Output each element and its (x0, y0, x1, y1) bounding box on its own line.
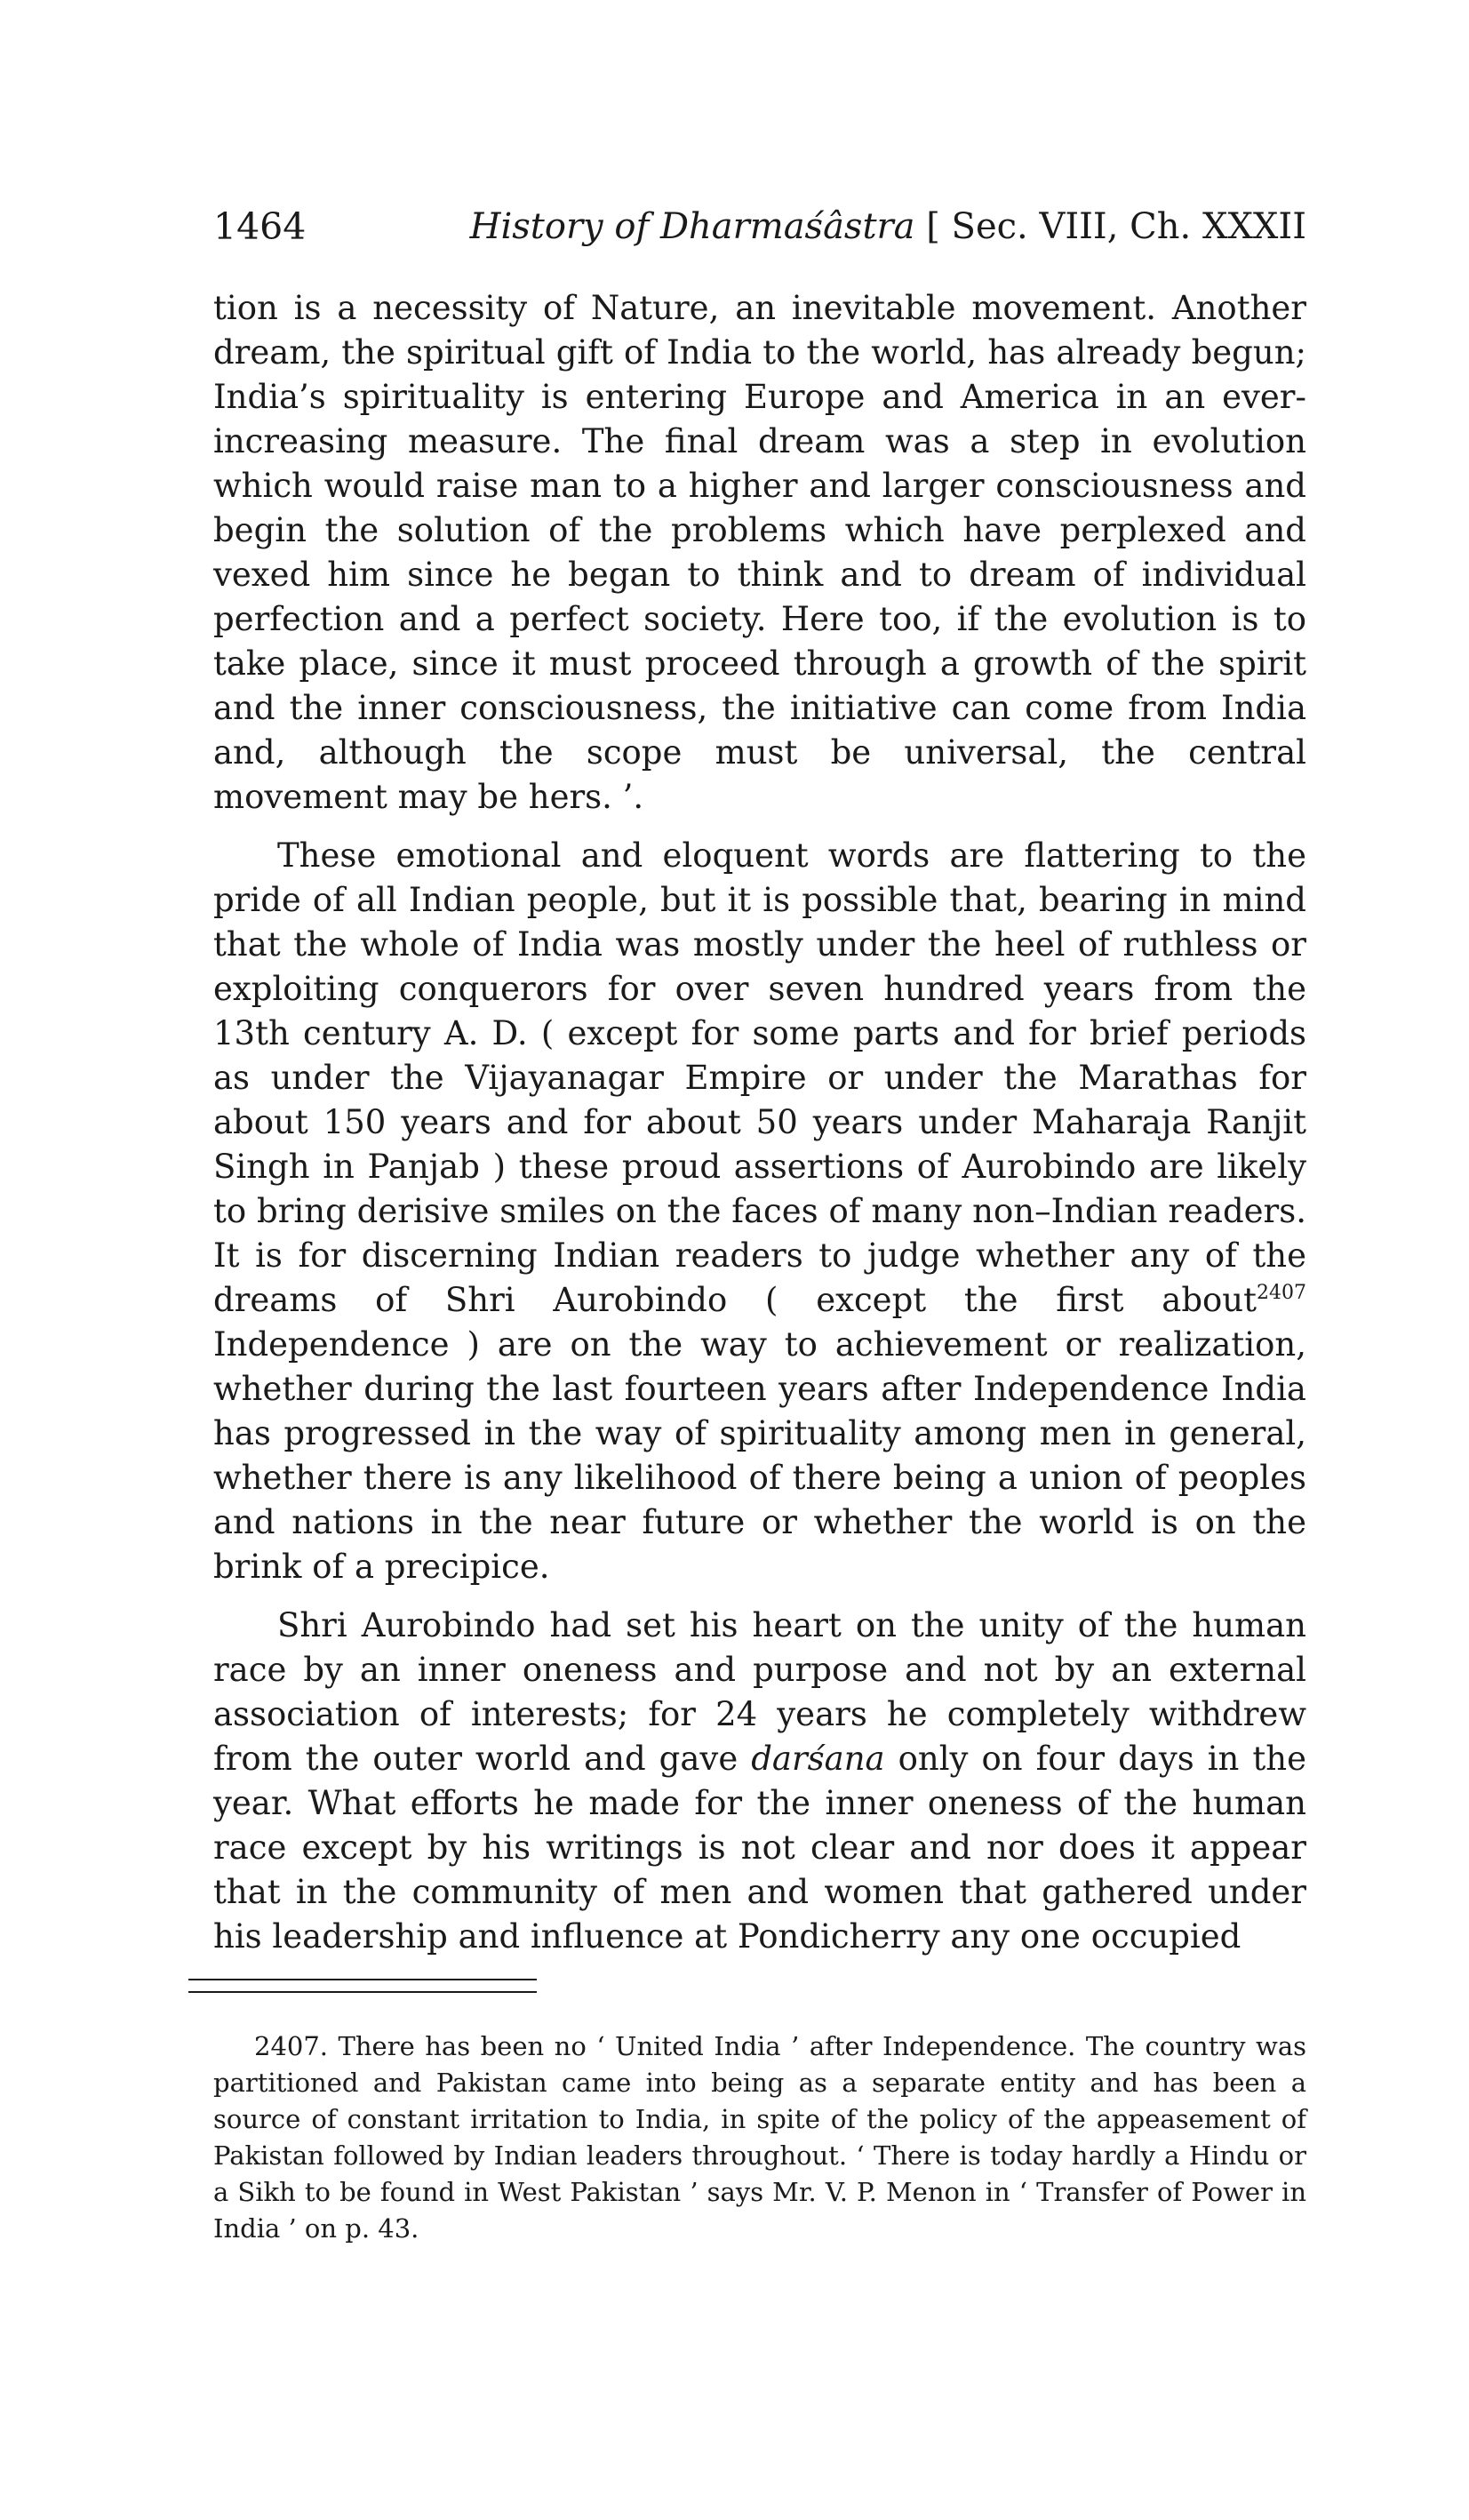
paragraph-2-part-a: These emotional and eloquent words are flattering to the pride of all Indian people, but it is possible that, bearing in mind that the whole of India was mostly under the heel of ruthless or exploiting conquerors for over seven hundred years from the 13th century A. D. ( except for some parts and for brief periods as under the Vijayanagar Empire or under the Marathas for about 150 years and for about 50 years under Maharaja Ranjit Singh in Panjab ) these proud assertions of Aurobindo are likely to bring derisive smiles on the faces of many non–Indian readers. It is for discerning Indian readers to judge whether any of the dreams of Shri Aurobindo ( except the first about (213, 836, 1306, 1319)
paragraph-3-part-b: only on four days in the year. What efforts he made for the inner oneness of the human race except by his writings is not clear and nor does it appear that in the community of men and women that gathered under his leadership and influence at Pondicherry any one occupied (213, 1740, 1306, 1956)
section-label: [ Sec. VIII, Ch. XXXII (926, 206, 1306, 247)
footnote-ref-2407: 2407 (1257, 1282, 1306, 1304)
paragraph-3 (213, 1604, 1306, 1959)
paragraph-2-part-b: Independence ) are on the way to achievement or realization, whether during the last fourteen years after Independence India has progressed in the way of spirituality among men in general, whether there is any likelihood of there being a union of peoples and nations in the near future or whether the world is on the brink of a precipice. (213, 1325, 1306, 1586)
footnote-2407: 2407. There has been no ‘ United India ’ after Independence. The country was partitioned and Pakistan came into being as a separate entity and has been a source of constant irritation to India, in spite of the policy of the appeasement of Pakistan followed by Indian leaders throughout. ‘ There is today hardly a Hindu or a Sikh to be found in West Pakistan ’ says Mr. V. P. Menon in ‘ Transfer of Power in India ’ on p. 43. (213, 2031, 1306, 2244)
italic-term: darśana (751, 1740, 885, 1778)
page-header (213, 200, 1306, 253)
running-head (470, 200, 1306, 253)
paragraph-3-part-a: Shri Aurobindo had set his heart on the unity of the human race by an inner oneness and purpose and not by an external association of interests; for 24 years he completely withdrew from the outer world and gave (213, 1606, 1306, 1778)
running-title: History of Dharmaśâstra (469, 206, 915, 247)
main-text (213, 286, 1306, 1973)
paragraph-1: tion is a necessity of Nature, an inevitable movement. Another dream, the spiritual gift of India to the world, has already begun; India’s spirituality is entering Europe and America in an ever-increasing measure. The final dream was a step in evolution which would raise man to a higher and larger consciousness and begin the solution of the problems which have perplexed and vexed him since he began to think and to dream of individual perfection and a perfect society. Here too, if the evolution is to take place, since it must proceed through a growth of the spirit and the inner consciousness, the initiative can come from India and, although the scope must be universal, the central movement may be hers. ’. (213, 289, 1306, 816)
footnote-divider (188, 1979, 537, 1980)
footnote-divider-second (188, 1991, 537, 1993)
paragraph-2 (213, 834, 1306, 1589)
page-number: 1464 (213, 205, 307, 248)
